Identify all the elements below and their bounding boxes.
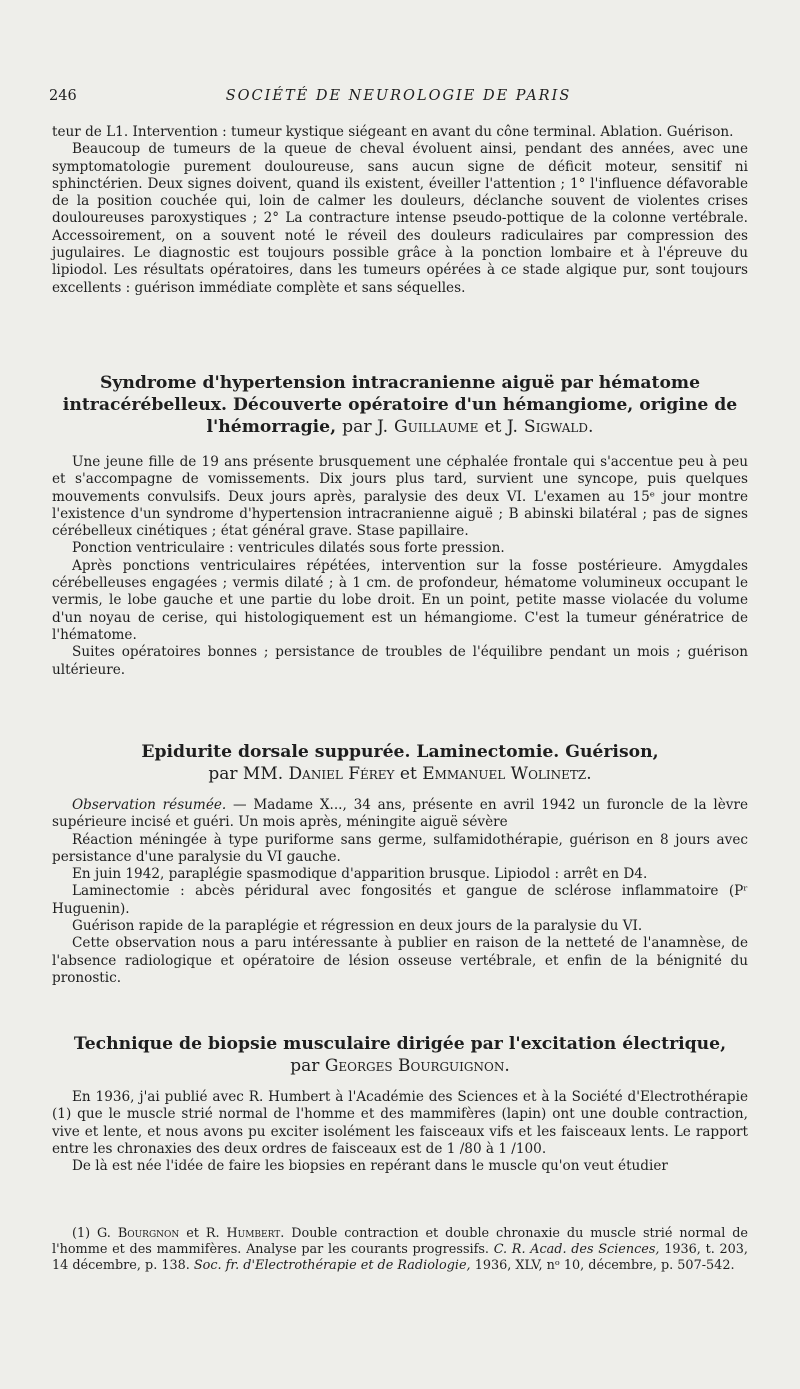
article-1-and: et J. bbox=[484, 417, 518, 437]
footnote-and: et R. bbox=[186, 1226, 220, 1241]
article-3-by: par bbox=[290, 1056, 320, 1076]
article-1-by: par J. bbox=[342, 417, 389, 437]
article-2-author-2: Emmanuel Wolinetz. bbox=[422, 764, 592, 784]
article-1-paragraph-2: Ponction ventriculaire : ventricules dilatés sous forte pression. bbox=[72, 540, 505, 557]
article-2-paragraph-1: Réaction méningée à type puriforme sans germe, sulfamidothérapie, guérison en 8 jours avec persistance d'une paralysie du VI gauche. bbox=[52, 831, 748, 865]
article-2-title: Epidurite dorsale suppurée. Laminectomie. Guérison, bbox=[141, 742, 659, 762]
page-number: 246 bbox=[49, 88, 77, 104]
footnote-journal-1: C. R. Acad. des Sciences, bbox=[493, 1242, 660, 1257]
article-3-title: Technique de biopsie musculaire dirigée par l'excitation électrique, bbox=[73, 1034, 727, 1054]
article-1-title bbox=[52, 372, 748, 438]
article-1 bbox=[52, 372, 748, 679]
footnote-text-2: 1936, t. 203, 14 décembre, p. 138. bbox=[52, 1242, 748, 1273]
footnote-marker: (1) G. bbox=[72, 1226, 111, 1241]
article-1-paragraph-1: Une jeune fille de 19 ans présente brusquement une céphalée frontale qui s'accentue peu à peu et s'accompagne de vomissements. Dix jours plus tard, survient une syncope, puis quelques mouvements convulsifs. Deux jours après, paralysie des deux VI. L'examen au 15ᵉ jour montre l'existence d'un syndrome d'hypertension intracranienne aiguë ; B abinski bilatéral ; pas de signes cérébelleux cinétiques ; état général grave. Stase papillaire. bbox=[52, 454, 748, 540]
article-2-paragraph-2: En juin 1942, paraplégie spasmodique d'apparition brusque. Lipiodol : arrêt en D4. bbox=[72, 866, 648, 883]
article-2-authors bbox=[52, 763, 748, 785]
footnote-text-3: 1936, XLV, nᵒ 10, décembre, p. 507-542. bbox=[470, 1258, 735, 1273]
article-2-paragraph-3: Laminectomie : abcès péridural avec fongosités et gangue de sclérose inflammatoire (Pʳ Huguenin). bbox=[52, 883, 748, 917]
intro-paragraph-2: Beaucoup de tumeurs de la queue de cheval évoluent ainsi, pendant des années, avec une symptomatologie purement douloureuse, sans aucun signe de déficit moteur, sensitif ni sphinctérien. Deux signes doivent, quand ils existent, éveiller l'attention ; 1° l'influence défavorable de la position couchée qui, loin de calmer les douleurs, déclanche souvent de violentes crises douloureuses paroxystiques ; 2° La contracture intense pseudo-pottique de la colonne vertébrale. Accessoirement, on a souvent noté le réveil des douleurs radiculaires par compression des jugulaires. Le diagnostic est toujours possible grâce à la ponction lombaire et à l'épreuve du lipiodol. Les résultats opératoires, dans les tumeurs opérées à ce stade algique pur, sont toujours excellents : guérison immédiate complète et sans séquelles. bbox=[52, 141, 748, 296]
article-2-paragraph-5: Cette observation nous a paru intéressante à publier en raison de la netteté de l'anamnèse, de l'absence radiologique et opératoire de lésion osseuse vertébrale, et enfin de la bénignité du pronostic. bbox=[52, 935, 748, 986]
article-3-author-1: Georges Bourguignon. bbox=[324, 1056, 510, 1076]
article-3 bbox=[52, 1033, 748, 1175]
intro-section bbox=[52, 124, 748, 297]
article-3-paragraph-1: En 1936, j'ai publié avec R. Humbert à l'Académie des Sciences et à la Société d'Electrothérapie (1) que le muscle strié normal de l'homme et des mammifères (lapin) ont une double contraction, vive et lente, et nous avons pu exciter isolément les faisceaux vifs et les faisceaux lents. Le rapport entre les chronaxies des deux ordres de faisceaux est de 1 /80 à 1 /100. bbox=[52, 1089, 748, 1157]
footnote bbox=[52, 1226, 748, 1274]
article-1-paragraph-4: Suites opératoires bonnes ; persistance de troubles de l'équilibre pendant un mois ; guérison ultérieure. bbox=[52, 644, 748, 678]
running-title: SOCIÉTÉ DE NEUROLOGIE DE PARIS bbox=[225, 88, 572, 104]
article-2-observation bbox=[52, 797, 748, 832]
footnote-journal-2: Soc. fr. d'Electrothérapie et de Radiologie, bbox=[193, 1258, 471, 1273]
article-1-paragraph-3: Après ponctions ventriculaires répétées, intervention sur la fosse postérieure. Amygdales cérébelleuses engagées ; vermis dilaté ; à 1 cm. de profondeur, hématome volumineux occupant le vermis, le lobe gauche et une partie du lobe droit. En un point, petite masse violacée du volume d'un noyau de cerise, qui histologiquement est un hémangiome. C'est la tumeur génératrice de l'hématome. bbox=[52, 557, 748, 643]
article-2 bbox=[52, 741, 748, 987]
footnote-author-2: Humbert. bbox=[226, 1226, 285, 1241]
article-1-title-text: Syndrome d'hypertension intracranienne aiguë par hématome intracérébelleux. Découverte opératoire d'un hémangiome, origine de l'hémorragie, bbox=[62, 373, 738, 437]
running-header bbox=[49, 88, 748, 110]
article-3-paragraph-2: De là est née l'idée de faire les biopsies en repérant dans le muscle qu'on veut étudier bbox=[72, 1158, 668, 1175]
observation-text: — Madame X..., 34 ans, présente en avril 1942 un furoncle de la lèvre supérieure incisé et guéri. Un mois après, méningite aiguë sévère bbox=[52, 797, 748, 831]
article-2-and: et bbox=[399, 764, 417, 784]
article-3-authors bbox=[52, 1055, 748, 1077]
observation-label: Observation résumée. bbox=[72, 797, 227, 813]
article-2-paragraph-4: Guérison rapide de la paraplégie et régression en deux jours de la paralysie du VI. bbox=[72, 918, 643, 935]
article-2-author-1: Daniel Férey bbox=[288, 764, 395, 784]
article-1-author-2: Sigwald. bbox=[523, 417, 594, 437]
article-1-author-1: Guillaume bbox=[394, 417, 479, 437]
article-2-by: par MM. bbox=[208, 764, 284, 784]
footnote-text-1: Double contraction et double chronaxie du muscle strié normal de l'homme et des mammifères. Analyse par les courants progressifs. bbox=[52, 1226, 748, 1257]
footnote-author-1: Bourgnon bbox=[117, 1226, 180, 1241]
intro-paragraph-1: teur de L1. Intervention : tumeur kystique siégeant en avant du cône terminal. Ablation. Guérison. bbox=[52, 124, 734, 140]
footnote-1 bbox=[52, 1226, 748, 1274]
